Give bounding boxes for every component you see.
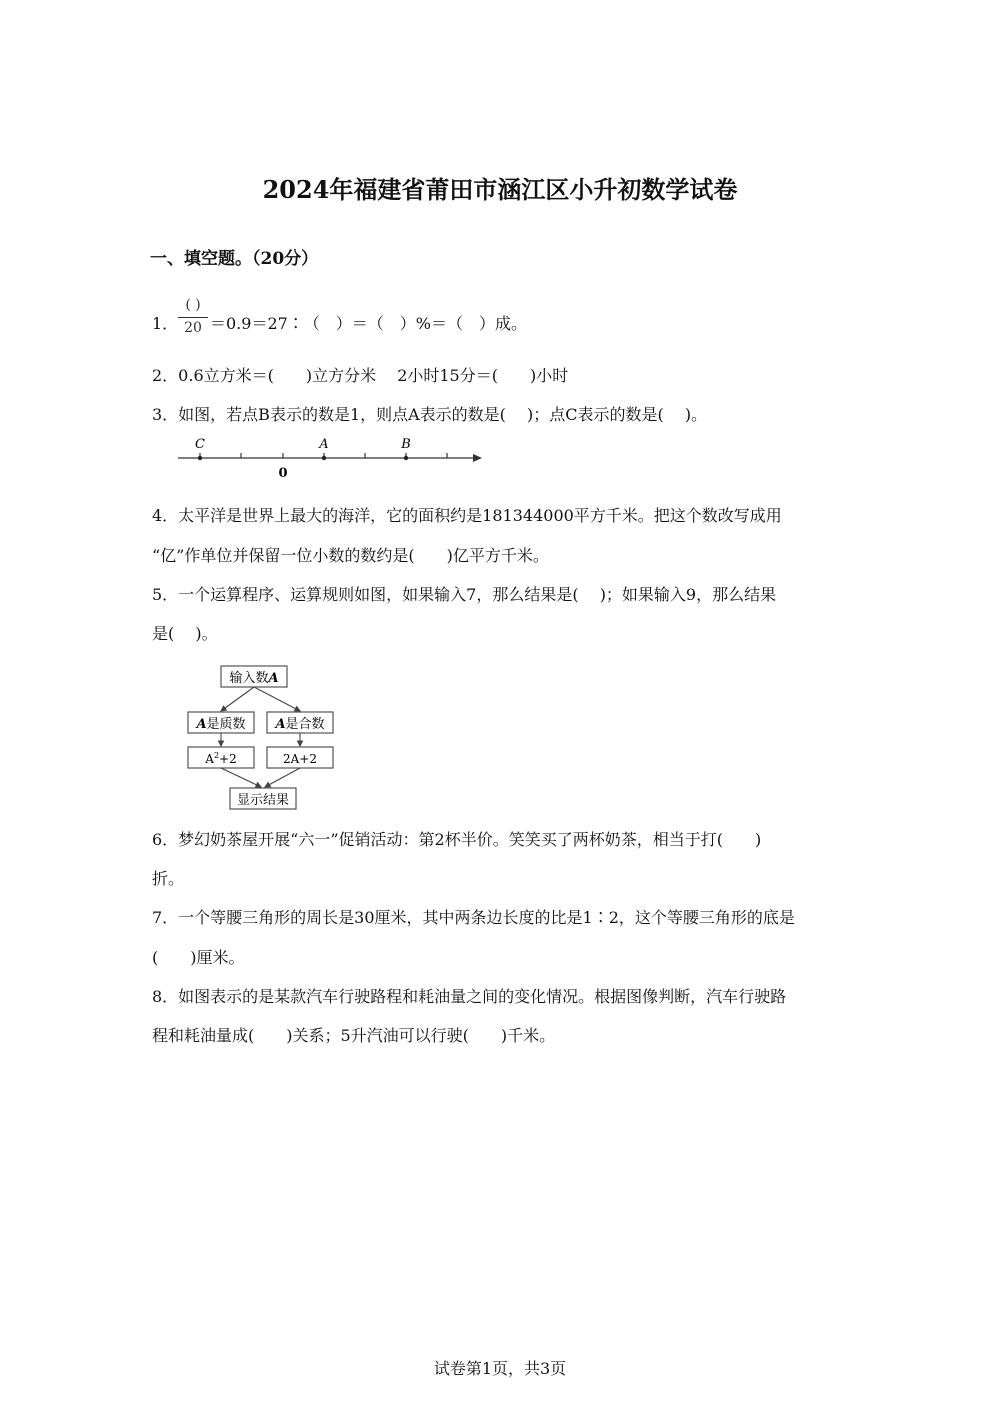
q5-line2: 是( )。: [152, 624, 218, 643]
q6-line1: 6．梦幻奶茶屋开展“六一”促销活动：第2杯半价。笑笑买了两杯奶茶，相当于打( ): [152, 830, 762, 849]
left-expr-label: $A^2+2$: [205, 751, 237, 766]
q7-line1: 7．一个等腰三角形的周长是30厘米，其中两条边长度的比是1∶2，这个等腰三角形的底是: [152, 908, 795, 927]
arrow-right-icon: [473, 454, 482, 462]
input-label: 输入数A: [229, 671, 279, 686]
label-c: C: [195, 437, 205, 452]
q3-text: 3．如图，若点B表示的数是1，则点A表示的数是( )；点C表示的数是( )。: [152, 405, 708, 424]
right-expr-label: 2A+2: [283, 752, 317, 766]
page-footer: 试卷第1页，共3页: [433, 1359, 567, 1378]
label-a: A: [319, 437, 329, 452]
q4-line2: “亿”作单位并保留一位小数的数约是( )亿平方千米。: [152, 546, 549, 565]
q8-line1: 8．如图表示的是某款汽车行驶路程和耗油量之间的变化情况。根据图像判断，汽车行驶路: [152, 987, 787, 1006]
label-zero: 0: [278, 466, 288, 481]
q6-line2: 折。: [152, 869, 185, 888]
q7-line2: ( )厘米。: [152, 948, 245, 967]
q8-line2: 程和耗油量成( )关系；5升汽油可以行驶( )千米。: [152, 1026, 556, 1045]
point-a: [322, 456, 326, 460]
fraction-numerator: ( ): [185, 297, 201, 313]
page-title: 2024年福建省莆田市涵江区小升初数学试卷: [262, 175, 738, 204]
prime-label: A是质数: [196, 717, 246, 732]
section-heading: 一、填空题。（20分）: [150, 249, 319, 269]
q1-number: 1．: [152, 314, 179, 333]
fraction-denominator: 20: [184, 320, 202, 336]
q2-text: 2．0.6立方米＝( )立方分米 2小时15分＝( )小时: [152, 366, 569, 385]
composite-label: A是合数: [275, 717, 325, 732]
q5-line1: 5．一个运算程序、运算规则如图，如果输入7，那么结果是( )；如果输入9，那么结果: [152, 585, 777, 604]
label-b: B: [401, 437, 411, 452]
flowchart-figure: [180, 660, 350, 812]
fraction-bar: [178, 317, 208, 318]
q4-line1: 4．太平洋是世界上最大的海洋，它的面积约是181344000平方千米。把这个数改写成用: [152, 506, 782, 525]
point-b: [404, 456, 408, 460]
output-label: 显示结果: [236, 793, 290, 808]
number-line-figure: [170, 432, 490, 482]
q1-text: ＝0.9＝27∶（ ）＝（ ）%＝（ ）成。: [210, 314, 528, 333]
q1-fraction: [178, 297, 208, 336]
point-c: [198, 456, 202, 460]
